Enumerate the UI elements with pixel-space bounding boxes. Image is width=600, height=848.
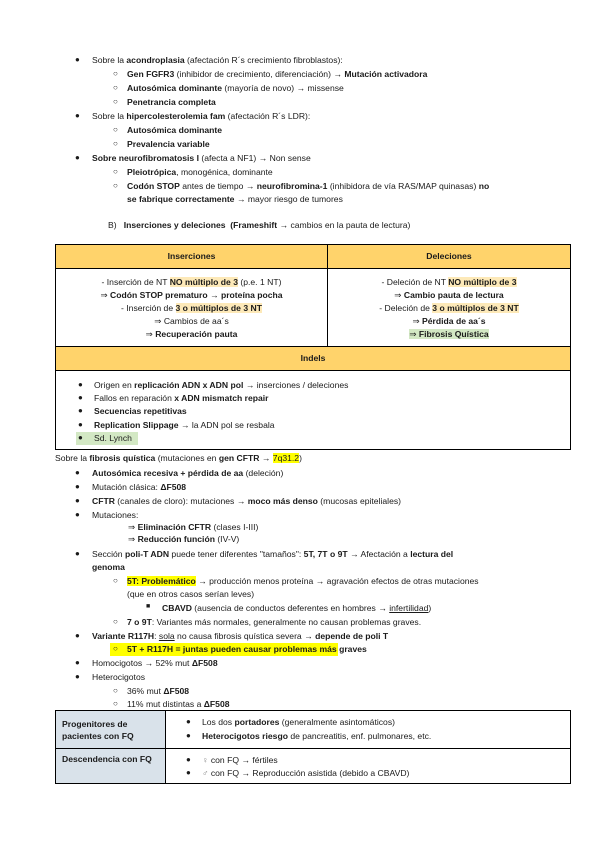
indels-item-4: Replication Slippage → la ADN pol se resbala (94, 420, 275, 430)
descendencia-item-1: ♀ con FQ → fértiles (202, 755, 278, 765)
fq-sub-1: ⇒ Eliminación CFTR (clases I-III) (128, 522, 259, 532)
ad2-line: Autosómica dominante (127, 125, 223, 135)
r117-line-2: 5T + R117H = juntas pueden causar problemas más graves (127, 644, 367, 654)
ins-line-5: ⇒ Recuperación pauta (145, 329, 238, 339)
bullet-icon: ● (78, 380, 83, 389)
seven-line: 7 o 9T: Variantes más normales, generalmente no causan problemas graves. (127, 617, 422, 627)
fq-sub-2: ⇒ Reducción función (IV-V) (128, 534, 240, 544)
progenitores-item-1: Los dos portadores (generalmente asintomáticos) (202, 717, 395, 727)
codon-line: Codón STOP antes de tiempo → neurofibromina-1 (inhibidora de vía RAS/MAP quinasas) no (127, 181, 490, 191)
ins-line-2: ⇒ Codón STOP prematuro → proteína pocha (100, 290, 283, 300)
descendencia-item-2: ♂ con FQ → Reproducción asistida (debido a CBAVD) (202, 768, 410, 778)
pleio-line: Pleiotrópica, monogénica, dominante (127, 167, 273, 177)
ad1-line: Autosómica dominante (mayoría de novo) → missense (127, 83, 344, 93)
del-line-1: - Deleción de NT NO múltiplo de 3 (381, 277, 517, 287)
polyt-line-2: genoma (92, 562, 125, 572)
circle-bullet-icon: ○ (113, 686, 118, 695)
progenitores-item-2: Heterocigotos riesgo de pancreatitis, enf. pulmonares, etc. (202, 731, 432, 741)
section-b-heading: B) Inserciones y deleciones (Frameshift → cambios en la pauta de lectura) (108, 220, 411, 230)
circle-bullet-icon: ○ (113, 139, 118, 148)
het1-line: 36% mut ΔF508 (127, 686, 190, 696)
bullet-icon: ● (75, 55, 80, 64)
inserciones-header: Inserciones (55, 244, 328, 269)
homo-line: Homocigotos → 52% mut ΔF508 (92, 658, 218, 668)
cbavd-line: CBAVD (ausencia de conductos deferentes en hombres → infertilidad) (162, 603, 432, 613)
deleciones-header: Deleciones (327, 244, 571, 269)
deleciones-cell (327, 268, 571, 347)
circle-bullet-icon: ○ (113, 167, 118, 176)
hetero-line: Heterocigotos (92, 672, 146, 682)
indels-item-1: Origen en replicación ADN x ADN pol → inserciones / deleciones (94, 380, 349, 390)
descendencia-label: Descendencia con FQ (62, 754, 152, 764)
inserciones-cell (55, 268, 328, 347)
progenitores-content-cell (165, 710, 571, 749)
circle-bullet-icon: ○ (113, 181, 118, 190)
ins-line-3: - Inserción de 3 o múltiplos de 3 NT (121, 303, 262, 313)
bullet-icon: ● (186, 731, 191, 740)
hiper-line: Sobre la hipercolesterolemia fam (afectación R´s LDR): (92, 111, 311, 121)
circle-bullet-icon: ○ (113, 83, 118, 92)
bullet-icon: ● (186, 717, 191, 726)
fq-item-2: Mutación clásica: ΔF508 (92, 482, 187, 492)
bullet-icon: ● (75, 111, 80, 120)
circle-bullet-icon: ○ (113, 617, 118, 626)
bullet-icon: ● (186, 755, 191, 764)
square-bullet-icon: ■ (146, 603, 151, 610)
bullet-icon: ● (75, 631, 80, 640)
bullet-icon: ● (186, 768, 191, 777)
bullet-icon: ● (75, 510, 80, 519)
codon-line-2: se fabrique correctamente → mayor riesgo de tumores (127, 194, 343, 204)
indels-item-3: Secuencias repetitivas (94, 406, 187, 416)
acondroplasia-line: Sobre la acondroplasia (afectación R´s crecimiento fibroblastos): (92, 55, 343, 65)
descendencia-label-cell (55, 748, 166, 784)
fq-intro: Sobre la fibrosis quística (mutaciones en gen CFTR → 7q31.2) (55, 453, 302, 463)
circle-bullet-icon: ○ (113, 69, 118, 78)
prev-line: Prevalencia variable (127, 139, 210, 149)
bullet-icon: ● (78, 406, 83, 415)
fgfr3-line: Gen FGFR3 (inhibidor de crecimiento, diferenciación) → Mutación activadora (127, 69, 428, 79)
ins-line-1: - Inserción de NT NO múltiplo de 3 (p.e. 1 NT) (101, 277, 282, 287)
del-line-3: - Deleción de 3 o múltiplos de 3 NT (379, 303, 519, 313)
fivet-line: 5T: Problemático → producción menos proteína → agravación efectos de otras mutaciones (127, 576, 479, 586)
fq-item-3: CFTR (canales de cloro): mutaciones → moco más denso (mucosas epiteliales) (92, 496, 402, 506)
indels-item-5: Sd. Lynch (94, 433, 132, 443)
circle-bullet-icon: ○ (113, 125, 118, 134)
bullet-icon: ● (78, 420, 83, 429)
circle-bullet-icon: ○ (113, 699, 118, 708)
circle-bullet-icon: ○ (113, 576, 118, 585)
bullet-icon: ● (75, 153, 80, 162)
fq-item-1: Autosómica recesiva + pérdida de aa (deleción) (92, 468, 284, 478)
fq-item-4: Mutaciones: (92, 510, 139, 520)
penetrancia-line: Penetrancia completa (127, 97, 216, 107)
del-line-2: ⇒ Cambio pauta de lectura (394, 290, 504, 300)
circle-bullet-icon: ○ (113, 644, 118, 653)
bullet-icon: ● (78, 433, 83, 442)
progenitores-label-cell (55, 710, 166, 749)
bullet-icon: ● (75, 468, 80, 477)
del-line-5: ⇒ Fibrosis Quística (409, 329, 489, 339)
del-line-4: ⇒ Pérdida de aa´s (412, 316, 486, 326)
female-icon: ♀ (202, 755, 209, 765)
progenitores-label: Progenitores de pacientes con FQ (62, 719, 134, 741)
fivet-line-2: (que en otros casos serían leves) (127, 589, 255, 599)
indels-item-2: Fallos en reparación x ADN mismatch repair (94, 393, 269, 403)
polyt-line: Sección poli-T ADN puede tener diferentes "tamaños": 5T, 7T o 9T → Afectación a lectura del (92, 549, 454, 559)
bullet-icon: ● (78, 393, 83, 402)
r117-line: Variante R117H: sola no causa fibrosis quística severa → depende de poli T (92, 631, 389, 641)
male-icon: ♂ (202, 768, 209, 778)
nf-line: Sobre neurofibromatosis I (afecta a NF1) → Non sense (92, 153, 311, 163)
indels-header: Indels (55, 346, 571, 371)
bullet-icon: ● (75, 672, 80, 681)
ins-line-4: ⇒ Cambios de aa´s (154, 316, 229, 326)
bullet-icon: ● (75, 482, 80, 491)
circle-bullet-icon: ○ (113, 97, 118, 106)
het2-line: 11% mut distintas a ΔF508 (127, 699, 230, 709)
bullet-icon: ● (75, 496, 80, 505)
bullet-icon: ● (75, 549, 80, 558)
bullet-icon: ● (75, 658, 80, 667)
